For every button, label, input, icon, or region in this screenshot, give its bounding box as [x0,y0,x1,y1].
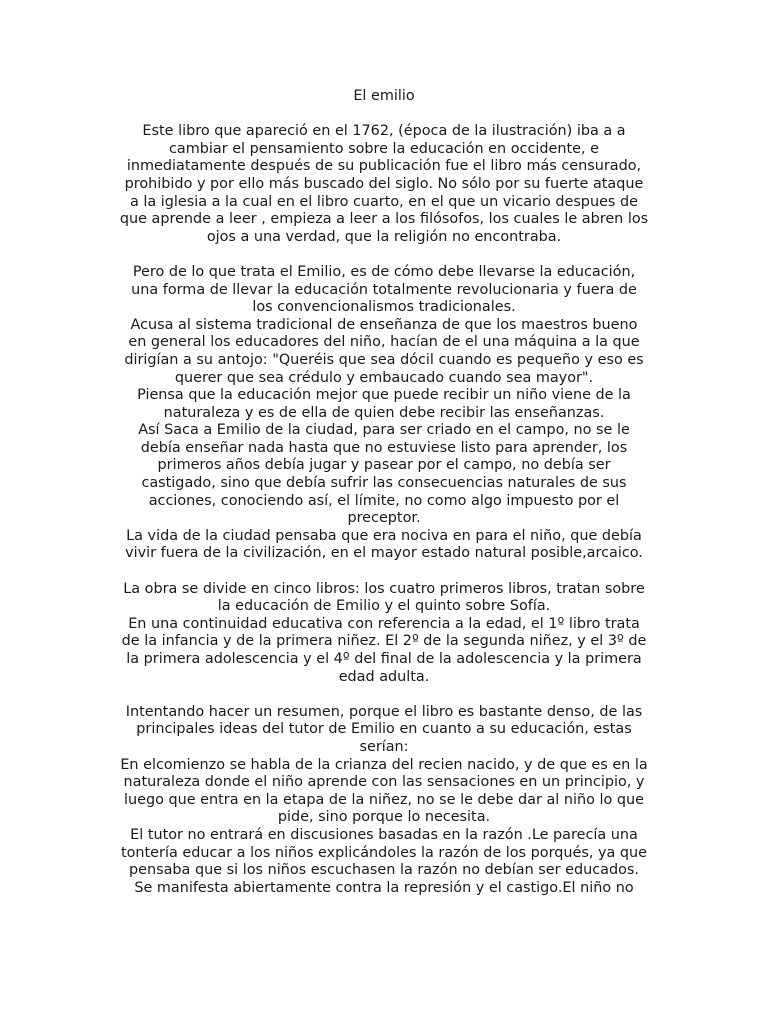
text-line: En elcomienzo se habla de la crianza del recien nacido, y de que es en la [120,756,648,773]
text-line: La obra se divide en cinco libros: los cuatro primeros libros, tratan sobre [123,580,645,597]
text-line: Se manifesta abiertamente contra la represión y el castigo.El niño no [134,879,634,896]
text-line: principales ideas del tutor de Emilio en cuanto a su educación, estas [136,721,632,738]
text-line: la primera adolescencia y el 4º del final de la adolescencia y la primera [126,651,642,667]
text-line: prohibido y por ello más buscado del siglo. No sólo por su fuerte ataque [124,175,644,192]
text-line: inmediatamente después de su publicación fue el libro más censurado, [126,158,642,175]
text-line: la educación de Emilio y el quinto sobre Sofía. [217,598,551,615]
text-line: tontería educar a los niños explicándoles la razón de los porqués, ya que [120,844,648,861]
text-line: pide, sino porque lo necesita. [277,809,491,826]
text-line: luego que entra en la etapa de la niñez, no se le debe dar al niño lo que [124,791,644,808]
document-body [100,88,668,897]
text-line: acciones, conociendo así, el límite, no como algo impuesto por el [148,492,620,509]
text-line: en general los educadores del niño, hacían de el una máquina a la que [128,334,640,351]
text-line: una forma de llevar la educación totalmente revolucionaria y fuera de [131,281,637,298]
text-line: La vida de la ciudad pensaba que era nociva en para el niño, que debía [126,527,642,544]
paragraph [100,264,668,563]
blank-line [100,106,668,124]
text-line: debía enseñar nada hasta que no estuviese listo para aprender, los [140,439,628,456]
text-line: Este libro que apareció en el 1762, (época de la ilustración) iba a a [142,123,626,140]
text-line: que aprende a leer , empieza a leer a los filósofos, los cuales le abren los [119,211,649,228]
text-line: a la iglesia a la cual en el libro cuarto, en el que un vicario despues de [130,193,638,210]
blank-line [100,686,668,704]
text-line: Piensa que la educación mejor que puede recibir un niño viene de la [137,387,631,404]
document-title: El emilio [353,88,415,104]
paragraph [100,581,668,687]
text-line: pensaba que si los niños escuchasen la razón no debían ser educados. [129,862,639,879]
text-line: vivir fuera de la civilización, en el mayor estado natural posible,arcaico. [125,545,643,562]
text-line: preceptor. [347,510,421,527]
text-line: castigado, sino que debía sufrir las consecuencias naturales de sus [141,475,627,492]
text-line: de la infancia y de la primera niñez. El 2º de la segunda niñez, y el 3º de [121,633,647,650]
text-line: edad adulta. [338,668,430,685]
blank-line [100,246,668,264]
text-line: cambiar el pensamiento sobre la educación en occidente, e [169,140,599,157]
text-line: El tutor no entrará en discusiones basadas en la razón .Le parecía una [130,826,638,843]
text-line: Acusa al sistema tradicional de enseñanza de que los maestros bueno [130,316,638,333]
blank-line [100,563,668,581]
text-line: naturaleza donde el niño aprende con las sensaciones en un principio, y [123,774,645,791]
text-line: los convencionalismos tradicionales. [252,299,516,316]
text-line: En una continuidad educativa con referencia a la edad, el 1º libro trata [128,615,640,632]
text-line: dirigían a su antojo: "Queréis que sea dócil cuando es pequeño y eso es [124,351,644,368]
text-line: Pero de lo que trata el Emilio, es de cómo debe llevarse la educación, [132,263,636,280]
text-line: ojos a una verdad, que la religión no encontraba. [206,228,562,245]
text-line: querer que sea crédulo y embaucado cuando sea mayor". [174,369,594,386]
paragraph [100,704,668,898]
text-line: Así Saca a Emilio de la ciudad, para ser criado en el campo, no se le [138,422,630,439]
text-line: Intentando hacer un resumen, porque el libro es bastante denso, de las [125,703,643,720]
text-line: naturaleza y es de ella de quien debe recibir las enseñanzas. [163,404,605,421]
paragraph-list [100,123,668,897]
text-line: primeros años debía jugar y pasear por el campo, no debía ser [157,457,611,474]
paragraph [100,123,668,246]
text-line: serían: [359,738,409,755]
